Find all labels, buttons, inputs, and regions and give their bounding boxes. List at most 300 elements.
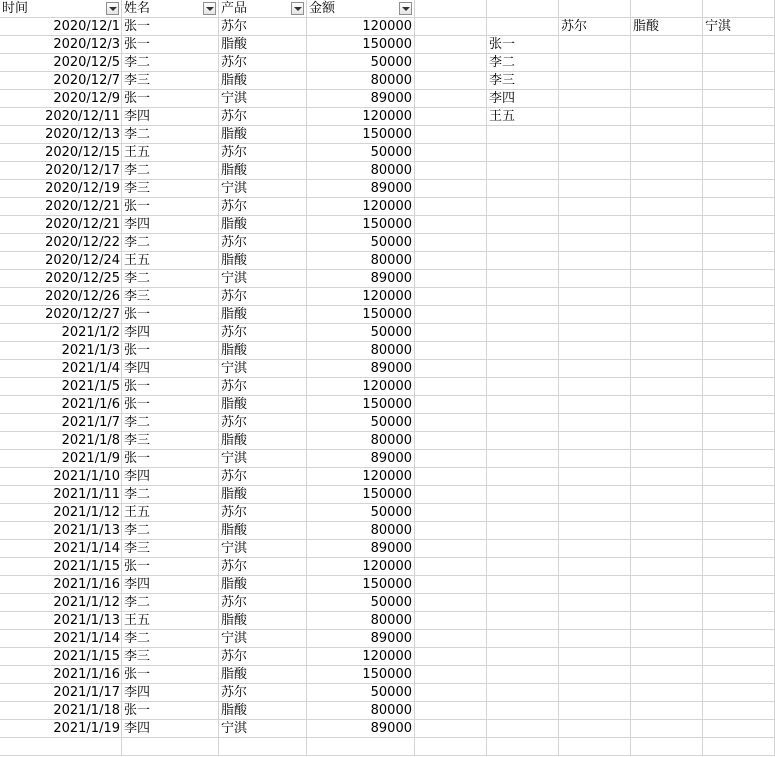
product-cell[interactable]: 苏尔 [219,378,307,396]
product-cell[interactable]: 苏尔 [219,234,307,252]
cell-r23-c7[interactable] [559,396,631,414]
amount-cell[interactable]: 150000 [307,126,415,144]
product-cell[interactable]: 脂酸 [219,576,307,594]
cell-r42-c6[interactable] [487,738,559,756]
cell-r21-c5[interactable] [415,360,487,378]
cell-r40-c7[interactable] [559,702,631,720]
product-cell[interactable]: 宁淇 [219,180,307,198]
amount-cell[interactable]: 150000 [307,396,415,414]
date-cell[interactable]: 2020/12/1 [0,18,122,36]
name-cell[interactable]: 张一 [122,702,219,720]
summary-product-header[interactable]: 宁淇 [703,18,775,36]
cell-r15-c6[interactable] [487,252,559,270]
cell-r12-c9[interactable] [703,198,775,216]
cell-r7-c7[interactable] [559,108,631,126]
product-cell[interactable]: 脂酸 [219,216,307,234]
name-cell[interactable]: 王五 [122,144,219,162]
name-cell[interactable]: 李三 [122,180,219,198]
cell-r13-c5[interactable] [415,216,487,234]
amount-cell[interactable]: 150000 [307,306,415,324]
amount-cell[interactable]: 50000 [307,324,415,342]
amount-cell[interactable]: 89000 [307,270,415,288]
cell-r5-c8[interactable] [631,72,703,90]
cell-r2-c6[interactable] [487,18,559,36]
date-cell[interactable]: 2020/12/21 [0,198,122,216]
name-cell[interactable]: 张一 [122,90,219,108]
cell-r28-c6[interactable] [487,486,559,504]
date-cell[interactable]: 2021/1/7 [0,414,122,432]
cell-r14-c7[interactable] [559,234,631,252]
name-cell[interactable]: 王五 [122,612,219,630]
cell-r21-c6[interactable] [487,360,559,378]
cell-r15-c7[interactable] [559,252,631,270]
amount-cell[interactable]: 50000 [307,594,415,612]
amount-cell[interactable]: 120000 [307,378,415,396]
cell-r18-c6[interactable] [487,306,559,324]
product-cell[interactable]: 宁淇 [219,720,307,738]
product-cell[interactable]: 苏尔 [219,504,307,522]
product-cell[interactable]: 脂酸 [219,396,307,414]
cell-r42-c9[interactable] [703,738,775,756]
name-cell[interactable]: 王五 [122,504,219,522]
date-cell[interactable]: 2021/1/3 [0,342,122,360]
cell-r8-c6[interactable] [487,126,559,144]
product-cell[interactable]: 宁淇 [219,270,307,288]
summary-name-label[interactable]: 李二 [487,54,559,72]
cell-r27-c7[interactable] [559,468,631,486]
amount-cell[interactable]: 89000 [307,450,415,468]
date-cell[interactable]: 2021/1/11 [0,486,122,504]
amount-cell[interactable]: 120000 [307,468,415,486]
cell-r12-c7[interactable] [559,198,631,216]
cell-r30-c7[interactable] [559,522,631,540]
date-cell[interactable]: 2021/1/13 [0,612,122,630]
cell-r10-c7[interactable] [559,162,631,180]
cell-r20-c9[interactable] [703,342,775,360]
cell-r30-c9[interactable] [703,522,775,540]
cell-r4-c8[interactable] [631,54,703,72]
product-cell[interactable]: 苏尔 [219,414,307,432]
cell-r6-c7[interactable] [559,90,631,108]
date-cell[interactable]: 2021/1/15 [0,558,122,576]
cell-r30-c5[interactable] [415,522,487,540]
cell-r27-c6[interactable] [487,468,559,486]
cell-r14-c8[interactable] [631,234,703,252]
product-cell[interactable]: 脂酸 [219,666,307,684]
cell-r20-c8[interactable] [631,342,703,360]
name-cell[interactable]: 李四 [122,360,219,378]
cell-r42-c2[interactable] [122,738,219,756]
cell-r1-c8[interactable] [631,0,703,18]
name-cell[interactable]: 李二 [122,486,219,504]
cell-r28-c5[interactable] [415,486,487,504]
cell-r7-c5[interactable] [415,108,487,126]
date-cell[interactable]: 2021/1/12 [0,594,122,612]
cell-r22-c8[interactable] [631,378,703,396]
cell-r16-c6[interactable] [487,270,559,288]
name-cell[interactable]: 李三 [122,72,219,90]
amount-cell[interactable]: 150000 [307,666,415,684]
cell-r25-c6[interactable] [487,432,559,450]
name-cell[interactable]: 李二 [122,522,219,540]
cell-r26-c6[interactable] [487,450,559,468]
cell-r33-c6[interactable] [487,576,559,594]
cell-r31-c5[interactable] [415,540,487,558]
cell-r32-c8[interactable] [631,558,703,576]
cell-r24-c8[interactable] [631,414,703,432]
cell-r35-c6[interactable] [487,612,559,630]
cell-r3-c9[interactable] [703,36,775,54]
cell-r25-c7[interactable] [559,432,631,450]
cell-r38-c6[interactable] [487,666,559,684]
date-cell[interactable]: 2021/1/8 [0,432,122,450]
cell-r40-c9[interactable] [703,702,775,720]
date-cell[interactable]: 2021/1/17 [0,684,122,702]
amount-cell[interactable]: 150000 [307,486,415,504]
cell-r4-c7[interactable] [559,54,631,72]
cell-r23-c8[interactable] [631,396,703,414]
cell-r6-c9[interactable] [703,90,775,108]
amount-cell[interactable]: 89000 [307,630,415,648]
cell-r4-c5[interactable] [415,54,487,72]
cell-r18-c7[interactable] [559,306,631,324]
cell-r33-c9[interactable] [703,576,775,594]
cell-r12-c5[interactable] [415,198,487,216]
name-cell[interactable]: 李二 [122,162,219,180]
summary-name-label[interactable]: 李三 [487,72,559,90]
product-cell[interactable]: 宁淇 [219,360,307,378]
amount-cell[interactable]: 89000 [307,720,415,738]
name-cell[interactable]: 李二 [122,126,219,144]
cell-r27-c5[interactable] [415,468,487,486]
amount-cell[interactable]: 80000 [307,342,415,360]
cell-r41-c6[interactable] [487,720,559,738]
cell-r38-c9[interactable] [703,666,775,684]
cell-r32-c7[interactable] [559,558,631,576]
cell-r2-c5[interactable] [415,18,487,36]
cell-r22-c9[interactable] [703,378,775,396]
cell-r42-c7[interactable] [559,738,631,756]
cell-r37-c7[interactable] [559,648,631,666]
cell-r24-c5[interactable] [415,414,487,432]
date-cell[interactable]: 2021/1/12 [0,504,122,522]
summary-name-label[interactable]: 李四 [487,90,559,108]
cell-r41-c8[interactable] [631,720,703,738]
amount-cell[interactable]: 89000 [307,180,415,198]
amount-cell[interactable]: 120000 [307,198,415,216]
cell-r29-c8[interactable] [631,504,703,522]
cell-r1-c5[interactable] [415,0,487,18]
cell-r1-c9[interactable] [703,0,775,18]
cell-r8-c5[interactable] [415,126,487,144]
cell-r16-c5[interactable] [415,270,487,288]
cell-r42-c4[interactable] [307,738,415,756]
cell-r39-c9[interactable] [703,684,775,702]
cell-r39-c7[interactable] [559,684,631,702]
date-cell[interactable]: 2021/1/2 [0,324,122,342]
cell-r10-c8[interactable] [631,162,703,180]
name-cell[interactable]: 李三 [122,648,219,666]
cell-r42-c5[interactable] [415,738,487,756]
name-cell[interactable]: 张一 [122,450,219,468]
cell-r1-c6[interactable] [487,0,559,18]
product-cell[interactable]: 苏尔 [219,648,307,666]
cell-r9-c8[interactable] [631,144,703,162]
cell-r40-c5[interactable] [415,702,487,720]
cell-r16-c9[interactable] [703,270,775,288]
cell-r33-c7[interactable] [559,576,631,594]
date-cell[interactable]: 2021/1/13 [0,522,122,540]
summary-product-header[interactable]: 脂酸 [631,18,703,36]
date-cell[interactable]: 2020/12/24 [0,252,122,270]
amount-cell[interactable]: 80000 [307,72,415,90]
cell-r5-c5[interactable] [415,72,487,90]
amount-cell[interactable]: 89000 [307,360,415,378]
cell-r9-c9[interactable] [703,144,775,162]
cell-r11-c6[interactable] [487,180,559,198]
name-cell[interactable]: 李三 [122,288,219,306]
cell-r42-c1[interactable] [0,738,122,756]
cell-r28-c8[interactable] [631,486,703,504]
cell-r8-c9[interactable] [703,126,775,144]
date-cell[interactable]: 2021/1/5 [0,378,122,396]
amount-cell[interactable]: 150000 [307,36,415,54]
product-cell[interactable]: 脂酸 [219,126,307,144]
date-cell[interactable]: 2021/1/10 [0,468,122,486]
date-cell[interactable]: 2021/1/19 [0,720,122,738]
name-cell[interactable]: 张一 [122,666,219,684]
cell-r21-c8[interactable] [631,360,703,378]
cell-r18-c9[interactable] [703,306,775,324]
name-cell[interactable]: 李三 [122,432,219,450]
cell-r36-c5[interactable] [415,630,487,648]
cell-r37-c5[interactable] [415,648,487,666]
date-cell[interactable]: 2021/1/14 [0,630,122,648]
date-cell[interactable]: 2021/1/4 [0,360,122,378]
cell-r23-c9[interactable] [703,396,775,414]
cell-r10-c5[interactable] [415,162,487,180]
cell-r19-c9[interactable] [703,324,775,342]
cell-r32-c6[interactable] [487,558,559,576]
product-cell[interactable]: 脂酸 [219,252,307,270]
date-cell[interactable]: 2020/12/3 [0,36,122,54]
cell-r24-c9[interactable] [703,414,775,432]
name-cell[interactable]: 张一 [122,198,219,216]
product-cell[interactable]: 脂酸 [219,342,307,360]
cell-r28-c9[interactable] [703,486,775,504]
amount-cell[interactable]: 80000 [307,252,415,270]
amount-cell[interactable]: 80000 [307,162,415,180]
cell-r6-c5[interactable] [415,90,487,108]
name-cell[interactable]: 李四 [122,108,219,126]
name-cell[interactable]: 张一 [122,378,219,396]
product-cell[interactable]: 脂酸 [219,486,307,504]
cell-r34-c8[interactable] [631,594,703,612]
name-cell[interactable]: 李二 [122,54,219,72]
summary-name-label[interactable]: 王五 [487,108,559,126]
date-cell[interactable]: 2020/12/21 [0,216,122,234]
name-cell[interactable]: 张一 [122,558,219,576]
cell-r7-c9[interactable] [703,108,775,126]
cell-r25-c5[interactable] [415,432,487,450]
cell-r35-c9[interactable] [703,612,775,630]
summary-name-label[interactable]: 张一 [487,36,559,54]
cell-r38-c5[interactable] [415,666,487,684]
date-cell[interactable]: 2020/12/5 [0,54,122,72]
amount-cell[interactable]: 50000 [307,684,415,702]
product-cell[interactable]: 苏尔 [219,144,307,162]
date-cell[interactable]: 2020/12/19 [0,180,122,198]
cell-r29-c6[interactable] [487,504,559,522]
cell-r5-c9[interactable] [703,72,775,90]
cell-r31-c8[interactable] [631,540,703,558]
cell-r42-c3[interactable] [219,738,307,756]
cell-r4-c9[interactable] [703,54,775,72]
product-cell[interactable]: 宁淇 [219,540,307,558]
product-cell[interactable]: 苏尔 [219,594,307,612]
cell-r34-c9[interactable] [703,594,775,612]
filter-dropdown-icon[interactable] [399,2,412,15]
product-cell[interactable]: 脂酸 [219,162,307,180]
name-cell[interactable]: 张一 [122,36,219,54]
product-cell[interactable]: 苏尔 [219,324,307,342]
cell-r31-c6[interactable] [487,540,559,558]
cell-r26-c9[interactable] [703,450,775,468]
cell-r21-c9[interactable] [703,360,775,378]
product-cell[interactable]: 脂酸 [219,702,307,720]
product-cell[interactable]: 脂酸 [219,612,307,630]
cell-r16-c7[interactable] [559,270,631,288]
name-cell[interactable]: 李四 [122,684,219,702]
cell-r10-c9[interactable] [703,162,775,180]
product-cell[interactable]: 脂酸 [219,72,307,90]
cell-r14-c6[interactable] [487,234,559,252]
cell-r9-c7[interactable] [559,144,631,162]
cell-r11-c9[interactable] [703,180,775,198]
date-cell[interactable]: 2020/12/15 [0,144,122,162]
cell-r36-c6[interactable] [487,630,559,648]
header-name[interactable] [122,0,219,18]
cell-r13-c8[interactable] [631,216,703,234]
cell-r29-c5[interactable] [415,504,487,522]
name-cell[interactable]: 李四 [122,720,219,738]
cell-r14-c5[interactable] [415,234,487,252]
product-cell[interactable]: 苏尔 [219,288,307,306]
cell-r26-c7[interactable] [559,450,631,468]
cell-r40-c6[interactable] [487,702,559,720]
cell-r31-c7[interactable] [559,540,631,558]
name-cell[interactable]: 李四 [122,576,219,594]
name-cell[interactable]: 王五 [122,252,219,270]
name-cell[interactable]: 张一 [122,396,219,414]
product-cell[interactable]: 宁淇 [219,630,307,648]
cell-r24-c6[interactable] [487,414,559,432]
cell-r39-c8[interactable] [631,684,703,702]
cell-r25-c9[interactable] [703,432,775,450]
header-amount[interactable] [307,0,415,18]
product-cell[interactable]: 苏尔 [219,468,307,486]
cell-r30-c6[interactable] [487,522,559,540]
cell-r30-c8[interactable] [631,522,703,540]
amount-cell[interactable]: 150000 [307,216,415,234]
cell-r8-c7[interactable] [559,126,631,144]
cell-r29-c7[interactable] [559,504,631,522]
date-cell[interactable]: 2021/1/18 [0,702,122,720]
cell-r8-c8[interactable] [631,126,703,144]
product-cell[interactable]: 苏尔 [219,198,307,216]
filter-dropdown-icon[interactable] [203,2,216,15]
cell-r10-c6[interactable] [487,162,559,180]
name-cell[interactable]: 李二 [122,630,219,648]
cell-r16-c8[interactable] [631,270,703,288]
amount-cell[interactable]: 120000 [307,108,415,126]
name-cell[interactable]: 李三 [122,540,219,558]
date-cell[interactable]: 2020/12/9 [0,90,122,108]
cell-r36-c7[interactable] [559,630,631,648]
cell-r27-c9[interactable] [703,468,775,486]
amount-cell[interactable]: 80000 [307,702,415,720]
amount-cell[interactable]: 80000 [307,612,415,630]
cell-r19-c5[interactable] [415,324,487,342]
product-cell[interactable]: 脂酸 [219,522,307,540]
cell-r34-c5[interactable] [415,594,487,612]
cell-r35-c5[interactable] [415,612,487,630]
cell-r37-c9[interactable] [703,648,775,666]
cell-r35-c7[interactable] [559,612,631,630]
cell-r34-c6[interactable] [487,594,559,612]
cell-r7-c8[interactable] [631,108,703,126]
cell-r41-c5[interactable] [415,720,487,738]
cell-r32-c9[interactable] [703,558,775,576]
filter-dropdown-icon[interactable] [291,2,304,15]
cell-r17-c6[interactable] [487,288,559,306]
name-cell[interactable]: 张一 [122,342,219,360]
cell-r35-c8[interactable] [631,612,703,630]
amount-cell[interactable]: 120000 [307,288,415,306]
cell-r20-c7[interactable] [559,342,631,360]
cell-r39-c6[interactable] [487,684,559,702]
cell-r11-c8[interactable] [631,180,703,198]
cell-r40-c8[interactable] [631,702,703,720]
cell-r21-c7[interactable] [559,360,631,378]
product-cell[interactable]: 脂酸 [219,306,307,324]
amount-cell[interactable]: 120000 [307,18,415,36]
cell-r26-c5[interactable] [415,450,487,468]
cell-r23-c5[interactable] [415,396,487,414]
date-cell[interactable]: 2021/1/16 [0,666,122,684]
cell-r20-c5[interactable] [415,342,487,360]
cell-r19-c6[interactable] [487,324,559,342]
cell-r1-c7[interactable] [559,0,631,18]
cell-r19-c7[interactable] [559,324,631,342]
date-cell[interactable]: 2020/12/17 [0,162,122,180]
date-cell[interactable]: 2021/1/14 [0,540,122,558]
name-cell[interactable]: 李四 [122,468,219,486]
product-cell[interactable]: 苏尔 [219,108,307,126]
name-cell[interactable]: 张一 [122,306,219,324]
date-cell[interactable]: 2021/1/6 [0,396,122,414]
cell-r12-c6[interactable] [487,198,559,216]
cell-r6-c8[interactable] [631,90,703,108]
cell-r23-c6[interactable] [487,396,559,414]
name-cell[interactable]: 张一 [122,18,219,36]
filter-dropdown-icon[interactable] [106,2,119,15]
cell-r24-c7[interactable] [559,414,631,432]
name-cell[interactable]: 李二 [122,414,219,432]
header-time[interactable] [0,0,122,18]
name-cell[interactable]: 李二 [122,270,219,288]
cell-r13-c7[interactable] [559,216,631,234]
